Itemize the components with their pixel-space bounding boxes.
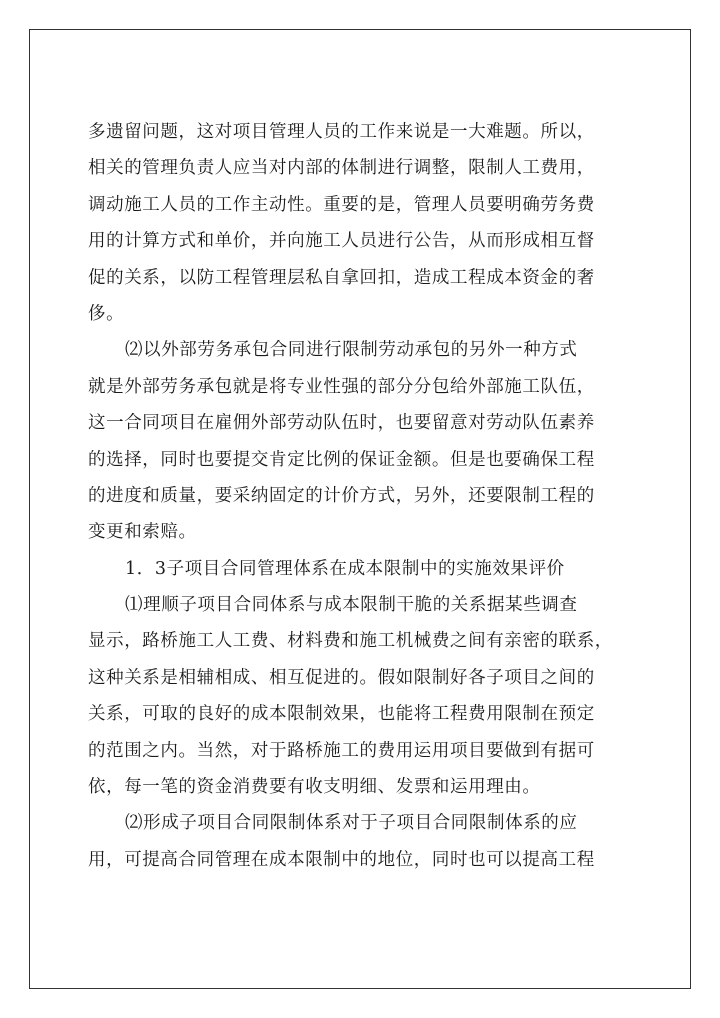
- text-line: 的进度和质量，要采纳固定的计价方式，另外，还要限制工程的: [88, 485, 595, 506]
- text-line: 变更和索赔。: [88, 522, 197, 543]
- text-line: 侈。: [88, 303, 125, 324]
- text-line: 用的计算方式和单价，并向施工人员进行公告，从而形成相互督: [88, 231, 595, 252]
- text-line: 的范围之内。当然，对于路桥施工的费用运用项目要做到有据可: [88, 740, 595, 761]
- text-line: 显示，路桥施工人工费、材料费和施工机械费之间有亲密的联系，: [88, 631, 613, 652]
- text-line: 用，可提高合同管理在成本限制中的地位，同时也可以提高工程: [88, 849, 595, 870]
- document-body: [88, 114, 674, 878]
- text-line: 依，每一笔的资金消费要有收支明细、发票和运用理由。: [88, 777, 541, 798]
- text-line: 这一合同项目在雇佣外部劳动队伍时，也要留意对劳动队伍素养: [88, 413, 595, 434]
- paragraph-start-line: ⑵形成子项目合同限制体系对于子项目合同限制体系的应: [125, 813, 578, 834]
- paragraph-start-line: ⑵以外部劳务承包合同进行限制劳动承包的另外一种方式: [125, 340, 578, 361]
- text-line: 这种关系是相辅相成、相互促进的。假如限制好各子项目之间的: [88, 667, 595, 688]
- text-line: 调动施工人员的工作主动性。重要的是，管理人员要明确劳务费: [88, 194, 595, 215]
- section-heading: 1．3子项目合同管理体系在成本限制中的实施效果评价: [125, 558, 565, 579]
- text-line: 就是外部劳务承包就是将专业性强的部分分包给外部施工队伍，: [88, 376, 595, 397]
- text-line: 的选择，同时也要提交肯定比例的保证金额。但是也要确保工程: [88, 449, 595, 470]
- text-line: 多遗留问题，这对项目管理人员的工作来说是一大难题。所以，: [88, 122, 595, 142]
- document-page: [29, 29, 691, 989]
- text-line: 关系，可取的良好的成本限制效果，也能将工程费用限制在预定: [88, 704, 595, 725]
- paragraph-start-line: ⑴理顺子项目合同体系与成本限制干脆的关系据某些调查: [125, 595, 578, 616]
- text-line: 相关的管理负责人应当对内部的体制进行调整，限制人工费用，: [88, 158, 595, 179]
- text-line: 促的关系，以防工程管理层私自拿回扣，造成工程成本资金的奢: [88, 267, 595, 288]
